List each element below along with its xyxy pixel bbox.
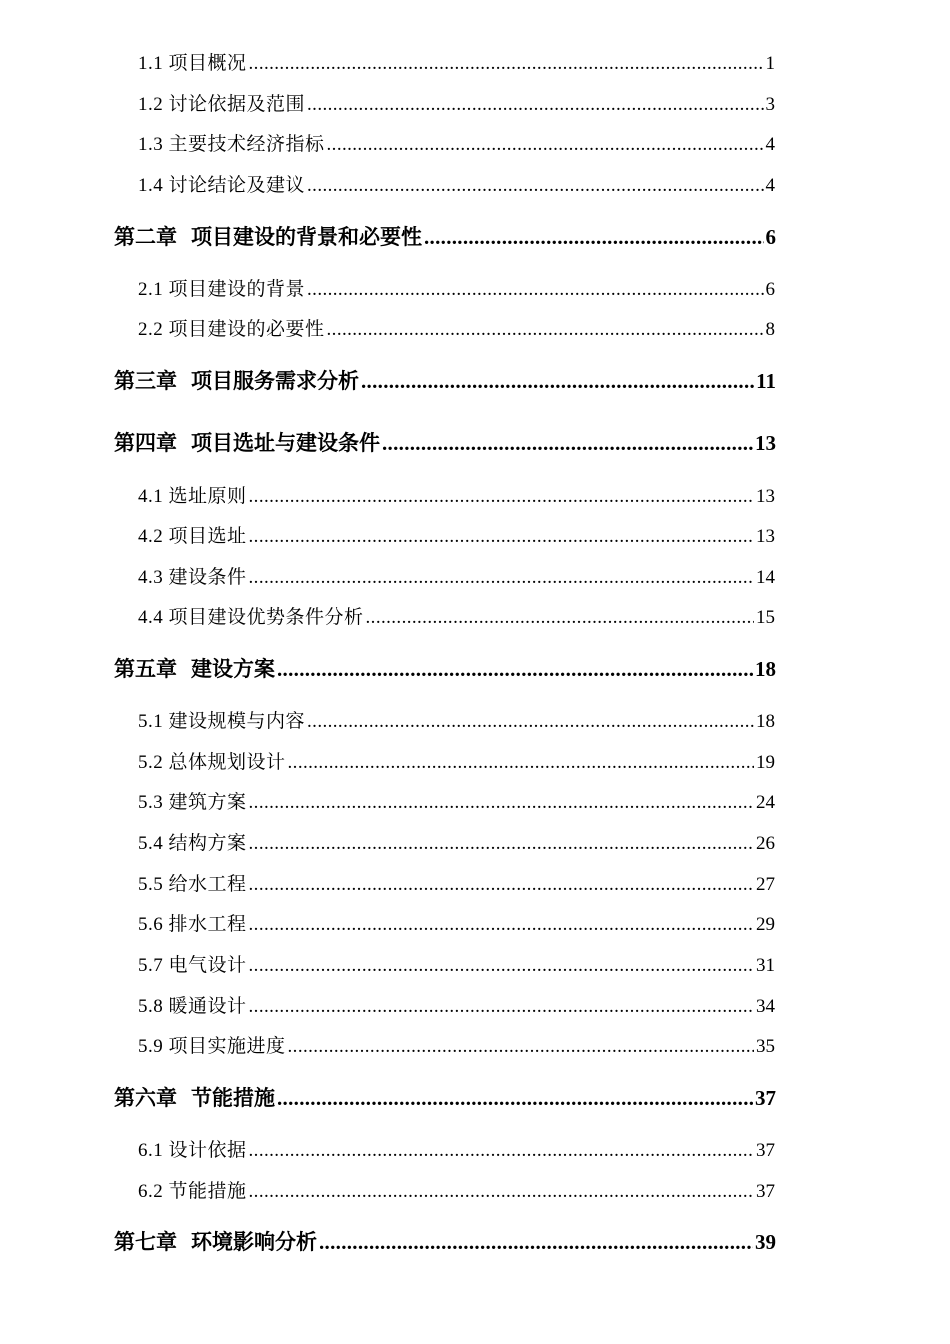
toc-page-number: 13 bbox=[755, 431, 776, 455]
toc-page-number: 39 bbox=[755, 1230, 776, 1254]
toc-chapter-label: 第三章 bbox=[114, 369, 177, 393]
toc-section-label: 5.4 结构方案 bbox=[138, 833, 247, 854]
toc-page-number: 15 bbox=[756, 607, 775, 628]
toc-section-entry[interactable] bbox=[138, 909, 775, 936]
toc-section-entry[interactable] bbox=[138, 747, 775, 774]
toc-section-label: 1.1 项目概况 bbox=[138, 53, 247, 74]
toc-section-entry[interactable] bbox=[138, 706, 775, 733]
toc-section-label: 1.2 讨论依据及范围 bbox=[138, 94, 306, 115]
toc-dot-leader bbox=[249, 486, 754, 508]
toc-dot-leader bbox=[319, 1230, 753, 1255]
toc-section-entry[interactable] bbox=[138, 1031, 775, 1058]
toc-dot-leader bbox=[277, 657, 753, 682]
toc-section-label: 5.2 总体规划设计 bbox=[138, 752, 286, 773]
toc-chapter-label: 第六章 bbox=[114, 1086, 177, 1110]
toc-section-entry[interactable] bbox=[138, 481, 775, 508]
toc-section-label: 5.9 项目实施进度 bbox=[138, 1036, 286, 1057]
toc-section-entry[interactable] bbox=[138, 602, 775, 629]
toc-chapter-title: 环境影响分析 bbox=[191, 1230, 317, 1254]
toc-section-label: 5.6 排水工程 bbox=[138, 914, 247, 935]
toc-page-number: 11 bbox=[756, 369, 776, 393]
toc-section-label: 5.8 暖通设计 bbox=[138, 996, 247, 1017]
toc-section-label: 1.3 主要技术经济指标 bbox=[138, 134, 325, 155]
toc-page-number: 37 bbox=[755, 1086, 776, 1110]
toc-chapter-entry[interactable] bbox=[114, 427, 776, 457]
toc-page-number: 13 bbox=[756, 486, 775, 507]
toc-page-number: 6 bbox=[765, 279, 775, 300]
toc-page-number: 1 bbox=[765, 53, 775, 74]
toc-chapter-label: 第二章 bbox=[114, 225, 177, 249]
toc-section-entry[interactable] bbox=[138, 521, 775, 548]
toc-section-label: 5.3 建筑方案 bbox=[138, 792, 247, 813]
toc-page-number: 8 bbox=[765, 319, 775, 340]
toc-dot-leader bbox=[382, 431, 753, 456]
toc-chapter-entry[interactable] bbox=[114, 365, 776, 395]
toc-section-entry[interactable] bbox=[138, 1176, 775, 1203]
toc-section-entry[interactable] bbox=[138, 274, 775, 301]
toc-section-entry[interactable] bbox=[138, 950, 775, 977]
toc-chapter-entry[interactable] bbox=[114, 1226, 776, 1256]
toc-section-label: 6.2 节能措施 bbox=[138, 1181, 247, 1202]
toc-section-entry[interactable] bbox=[138, 869, 775, 896]
toc-dot-leader bbox=[327, 319, 764, 341]
toc-dot-leader bbox=[307, 711, 754, 733]
toc-dot-leader bbox=[249, 53, 764, 75]
toc-section-label: 2.2 项目建设的必要性 bbox=[138, 319, 325, 340]
toc-dot-leader bbox=[249, 914, 754, 936]
toc-page-number: 4 bbox=[765, 175, 775, 196]
toc-dot-leader bbox=[327, 134, 764, 156]
toc-dot-leader bbox=[249, 955, 754, 977]
toc-dot-leader bbox=[307, 279, 763, 301]
toc-chapter-entry[interactable] bbox=[114, 1082, 776, 1112]
toc-section-label: 5.7 电气设计 bbox=[138, 955, 247, 976]
toc-chapter-title: 项目服务需求分析 bbox=[191, 369, 359, 393]
toc-chapter-entry[interactable] bbox=[114, 653, 776, 683]
toc-chapter-label: 第五章 bbox=[114, 657, 177, 681]
toc-dot-leader bbox=[249, 1181, 754, 1203]
toc-section-label: 4.2 项目选址 bbox=[138, 526, 247, 547]
toc-dot-leader bbox=[249, 567, 754, 589]
toc-section-entry[interactable] bbox=[138, 89, 775, 116]
toc-page-number: 6 bbox=[765, 225, 776, 249]
toc-section-label: 1.4 讨论结论及建议 bbox=[138, 175, 306, 196]
toc-page-number: 18 bbox=[756, 711, 775, 732]
toc-dot-leader bbox=[361, 369, 754, 394]
toc-page-number: 4 bbox=[765, 134, 775, 155]
toc-section-label: 4.3 建设条件 bbox=[138, 567, 247, 588]
toc-page-number: 31 bbox=[756, 955, 775, 976]
toc-page-number: 34 bbox=[756, 996, 775, 1017]
toc-dot-leader bbox=[249, 996, 754, 1018]
toc-page-number: 3 bbox=[765, 94, 775, 115]
toc-dot-leader bbox=[249, 874, 754, 896]
toc-section-label: 5.1 建设规模与内容 bbox=[138, 711, 306, 732]
toc-dot-leader bbox=[424, 225, 764, 250]
toc-chapter-title: 建设方案 bbox=[191, 657, 275, 681]
toc-section-label: 4.4 项目建设优势条件分析 bbox=[138, 607, 364, 628]
toc-dot-leader bbox=[366, 607, 754, 629]
toc-section-entry[interactable] bbox=[138, 562, 775, 589]
toc-section-entry[interactable] bbox=[138, 48, 775, 75]
toc-page-number: 13 bbox=[756, 526, 775, 547]
toc-dot-leader bbox=[307, 94, 763, 116]
toc-section-entry[interactable] bbox=[138, 1135, 775, 1162]
toc-section-entry[interactable] bbox=[138, 170, 775, 197]
toc-page-number: 26 bbox=[756, 833, 775, 854]
toc-chapter-label: 第七章 bbox=[114, 1230, 177, 1254]
toc-page-number: 18 bbox=[755, 657, 776, 681]
toc-chapter-label: 第四章 bbox=[114, 431, 177, 455]
toc-section-label: 4.1 选址原则 bbox=[138, 486, 247, 507]
toc-page-number: 24 bbox=[756, 792, 775, 813]
toc-chapter-title: 节能措施 bbox=[191, 1086, 275, 1110]
toc-section-label: 6.1 设计依据 bbox=[138, 1140, 247, 1161]
toc-page-number: 29 bbox=[756, 914, 775, 935]
toc-dot-leader bbox=[249, 1140, 754, 1162]
toc-section-label: 5.5 给水工程 bbox=[138, 874, 247, 895]
toc-section-entry[interactable] bbox=[138, 129, 775, 156]
toc-page-number: 14 bbox=[756, 567, 775, 588]
toc-chapter-entry[interactable] bbox=[114, 221, 776, 251]
toc-section-entry[interactable] bbox=[138, 314, 775, 341]
toc-dot-leader bbox=[307, 175, 763, 197]
toc-page-number: 37 bbox=[756, 1181, 775, 1202]
toc-chapter-title: 项目选址与建设条件 bbox=[191, 431, 380, 455]
toc-dot-leader bbox=[288, 752, 754, 774]
toc-page-number: 19 bbox=[756, 752, 775, 773]
toc-dot-leader bbox=[288, 1036, 754, 1058]
toc-section-entry[interactable] bbox=[138, 787, 775, 814]
toc-chapter-title: 项目建设的背景和必要性 bbox=[191, 225, 422, 249]
toc-section-entry[interactable] bbox=[138, 828, 775, 855]
toc-dot-leader bbox=[249, 833, 754, 855]
toc-page-number: 27 bbox=[756, 874, 775, 895]
toc-section-entry[interactable] bbox=[138, 991, 775, 1018]
toc-page-number: 37 bbox=[756, 1140, 775, 1161]
toc-dot-leader bbox=[249, 526, 754, 548]
toc-dot-leader bbox=[249, 792, 754, 814]
toc-page-number: 35 bbox=[756, 1036, 775, 1057]
toc-dot-leader bbox=[277, 1086, 753, 1111]
toc-section-label: 2.1 项目建设的背景 bbox=[138, 279, 306, 300]
